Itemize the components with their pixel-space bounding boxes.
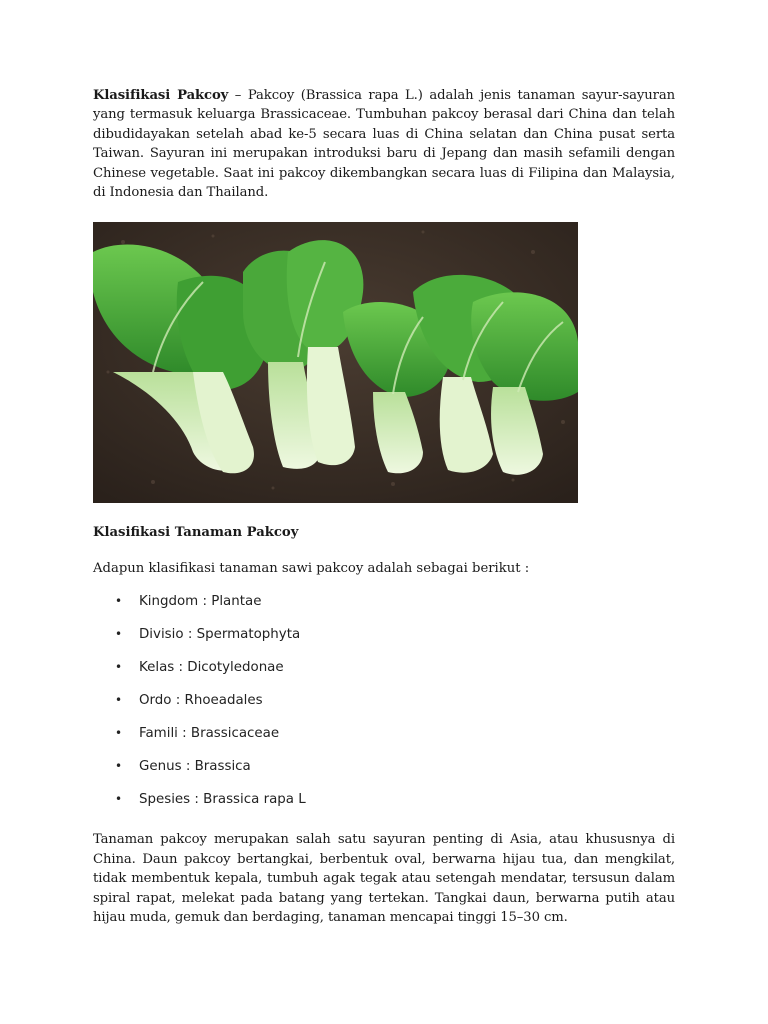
pakcoy-illustration <box>93 222 578 503</box>
list-item-text: Famili : Brassicaceae <box>139 726 280 742</box>
bullet-icon: • <box>115 759 123 774</box>
bullet-icon: • <box>115 627 123 642</box>
intro-paragraph <box>93 86 675 202</box>
section-intro: Adapun klasifikasi tanaman sawi pakcoy adalah sebagai berikut : <box>93 561 530 577</box>
list-item <box>93 790 675 823</box>
list-item-text: Ordo : Rhoeadales <box>139 693 263 709</box>
bullet-icon: • <box>115 726 123 741</box>
bullet-icon: • <box>115 693 123 708</box>
intro-text: – Pakcoy (Brassica rapa L.) adalah jenis tanaman sayur-sayuran yang termasuk keluarga Brassicaceae. Tumbuhan pakcoy berasal dari China dan telah dibudidayakan setelah abad ke-5 secara luas di China selatan dan China pusat serta Taiwan. Sayuran ini merupakan introduksi baru di Jepang dan masih sefamili dengan Chinese vegetable. Saat ini pakcoy dikembangkan secara luas di Filipina dan Malaysia, di Indonesia dan Thailand. <box>93 88 675 201</box>
list-item <box>93 658 675 691</box>
pakcoy-photo <box>93 222 578 503</box>
list-item-text: Kelas : Dicotyledonae <box>139 660 284 676</box>
list-item <box>93 724 675 757</box>
list-item <box>93 757 675 790</box>
list-item <box>93 592 675 625</box>
document-page <box>93 86 675 927</box>
list-item-text: Genus : Brassica <box>139 759 251 775</box>
list-item-text: Divisio : Spermatophyta <box>139 627 301 643</box>
bullet-icon: • <box>115 594 123 609</box>
section-heading: Klasifikasi Tanaman Pakcoy <box>93 525 299 541</box>
list-item-text: Spesies : Brassica rapa L <box>139 792 306 808</box>
bullet-icon: • <box>115 792 123 807</box>
closing-paragraph: Tanaman pakcoy merupakan salah satu sayuran penting di Asia, atau khususnya di China. Daun pakcoy bertangkai, berbentuk oval, berwarna hijau tua, dan mengkilat, tidak membentuk kepala, tumbuh agak tegak atau setengah mendatar, tersusun dalam spiral rapat, melekat pada batang yang tertekan. Tangkai daun, berwarna putih atau hijau muda, gemuk dan berdaging, tanaman mencapai tinggi 15–30 cm. <box>93 832 675 926</box>
classification-list <box>93 592 675 823</box>
list-item <box>93 691 675 724</box>
list-item-text: Kingdom : Plantae <box>139 594 262 610</box>
bullet-icon: • <box>115 660 123 675</box>
intro-bold-lead: Klasifikasi Pakcoy <box>93 88 229 103</box>
list-item <box>93 625 675 658</box>
